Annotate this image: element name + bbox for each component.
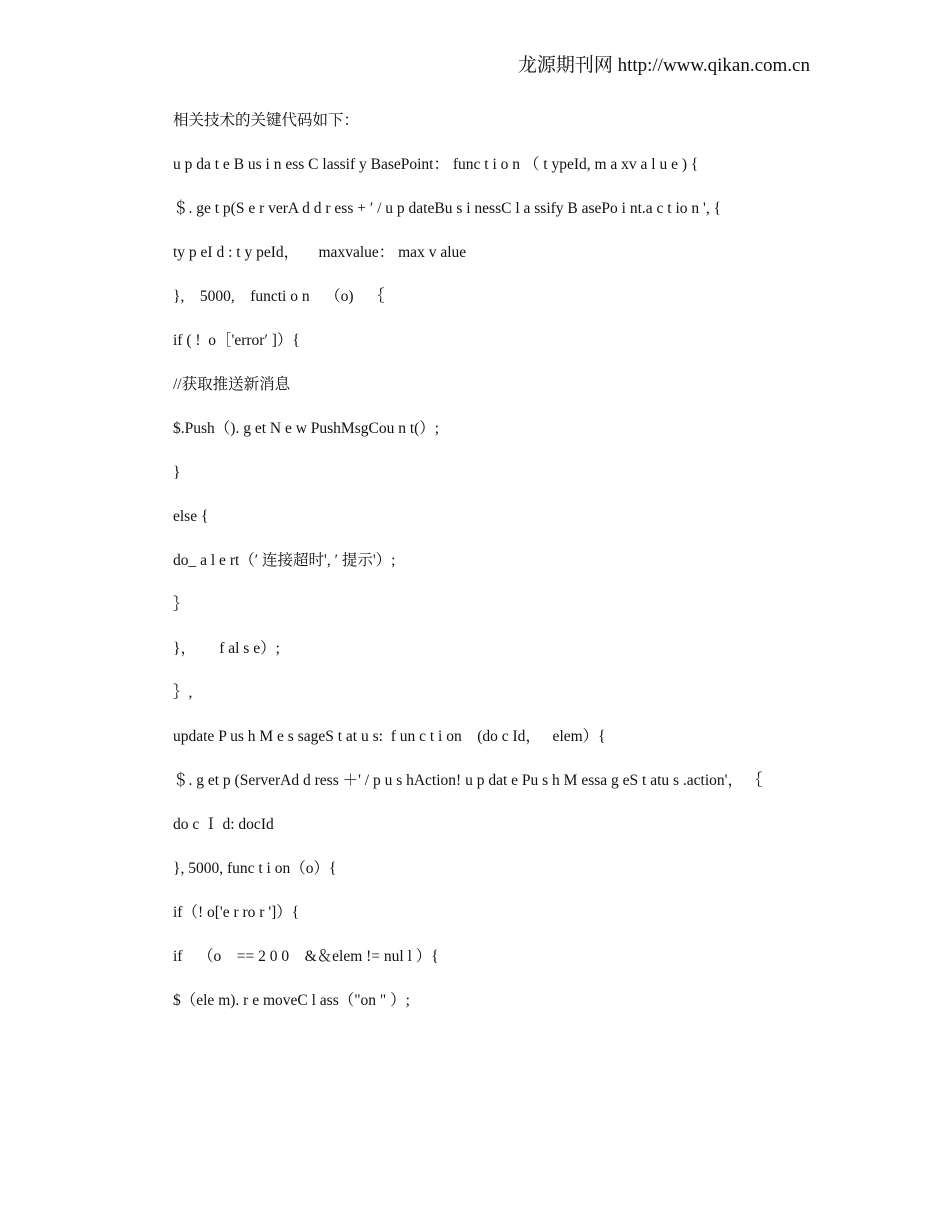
code-line: ＄. ge t p(S e r verA d d r ess + ′ / u p dateBu s i nessC l a ssify B asePo i nt.a c t io n ', { — [173, 200, 722, 217]
code-line: if（! o['e r ro r ']）{ — [173, 904, 300, 921]
code-line: ＄. g et p (ServerAd d ress ＋' / p u s hAction! u p dat e Pu s h M essa g eS t atu s .action'， ｛ — [173, 772, 763, 789]
code-line: u p da t e B us i n ess C lassif y BasePoint： func t i o n （ t ypeId, m a xv a l u e ) { — [173, 156, 699, 173]
code-line: if ( ! o［'error′ ]）{ — [173, 332, 300, 349]
intro-line: 相关技术的关键代码如下： — [173, 112, 360, 129]
page-header: 龙源期刊网 http://www.qikan.com.cn — [517, 55, 810, 76]
code-line: $（ele m). r e moveC l ass（"on " ）; — [173, 992, 410, 1009]
code-line: else { — [173, 508, 209, 525]
code-line: ｝, — [173, 684, 193, 701]
code-line: do c Ｉ d: docId — [173, 816, 274, 833]
code-line: if （o == 2 0 0 &＆elem != nul l ）{ — [173, 948, 439, 965]
code-body — [145, 110, 810, 1012]
code-line: }， f al s e）; — [173, 640, 280, 657]
code-line: ty p eI d : t y peId， maxvalue： max v alue — [173, 244, 467, 261]
code-line: $.Push（). g et N e w PushMsgCou n t(）; — [173, 420, 440, 437]
code-line: update P us h M e s sageS t at u s: f un c t i on (do c Id， elem）{ — [173, 728, 606, 745]
code-comment: //获取推送新消息 — [173, 376, 291, 393]
code-line: }, 5000, func t i on（o）{ — [173, 860, 337, 877]
code-line: do_ a l e rt（′ 连接超时', ′ 提示'）; — [173, 552, 396, 569]
code-line: ｝ — [173, 596, 189, 613]
code-line: } — [173, 464, 181, 481]
code-line: }, 5000, functi o n （o) ｛ — [173, 288, 385, 305]
